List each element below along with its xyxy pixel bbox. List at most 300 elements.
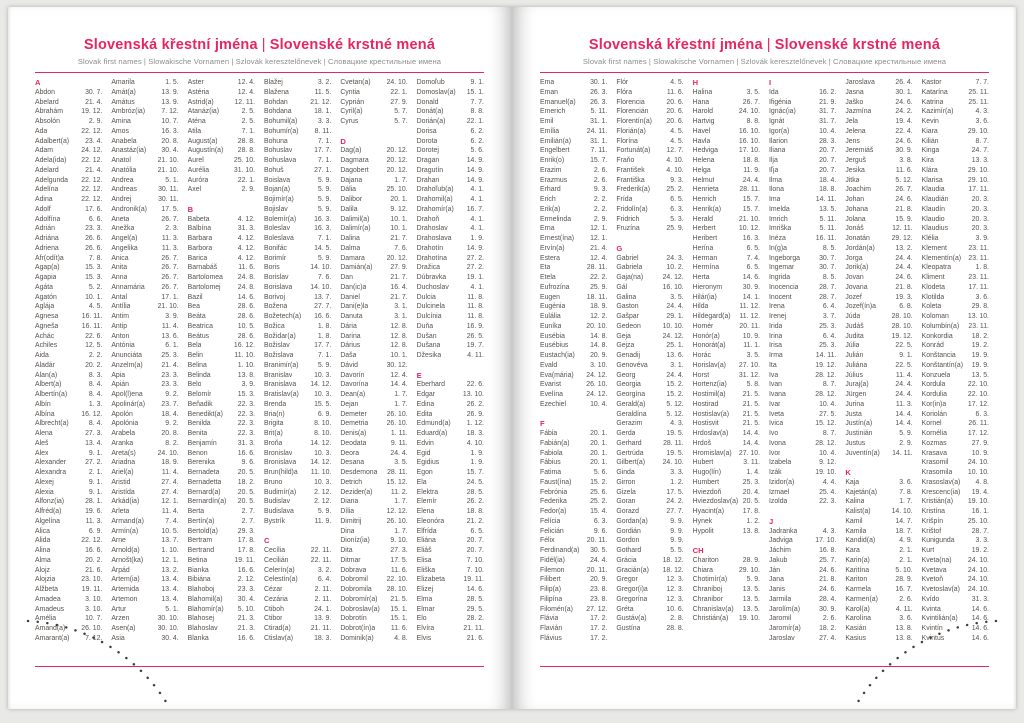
given-name: Genadij — [616, 352, 641, 359]
name-entry — [35, 283, 102, 293]
name-entry — [417, 595, 484, 605]
given-name: Karol(a) — [845, 605, 870, 613]
name-entry — [616, 322, 683, 332]
given-name: Astrid(a) — [187, 98, 214, 106]
name-day-date: 30. 10. — [157, 625, 179, 632]
name-day-date: 24. 6. — [819, 566, 837, 574]
given-name: Dorián(a) — [416, 118, 446, 125]
name-entry — [616, 614, 683, 624]
name-day-date: 20. 7. — [466, 547, 484, 554]
name-day-date: 9. 3. — [670, 176, 684, 184]
given-name: Drahomír(a) — [416, 205, 454, 213]
name-entry — [616, 312, 683, 322]
given-name: Helga — [692, 166, 711, 174]
name-entry — [417, 419, 484, 429]
given-name: Irenej — [768, 313, 787, 320]
given-name: Dušan — [416, 332, 437, 340]
name-day-date: 21. 7. — [390, 235, 408, 242]
given-name: Alexander — [35, 459, 67, 467]
given-name: Chotimír(a) — [692, 576, 728, 584]
name-day-date: 14. 9. — [466, 176, 484, 184]
given-name: Flavián — [540, 625, 563, 632]
name-day-date: 1. 7. — [394, 400, 408, 408]
name-entry — [845, 361, 912, 371]
name-entry — [845, 244, 912, 254]
given-name: Chariton — [692, 556, 719, 564]
name-day-date: 2. 5. — [241, 108, 255, 116]
name-day-date: 5. 12. — [666, 400, 684, 408]
given-name: Erazim — [540, 166, 562, 174]
name-entry — [417, 410, 484, 420]
name-entry — [417, 156, 484, 166]
given-name: Flóra — [616, 88, 633, 96]
name-day-date: 18. 9. — [161, 459, 179, 467]
name-entry — [769, 605, 836, 615]
name-entry — [693, 341, 760, 351]
given-name: Branimír(a) — [263, 361, 299, 369]
given-name: Beňadik — [187, 400, 213, 408]
name-entry — [769, 575, 836, 585]
name-entry — [340, 234, 407, 244]
name-day-date: 28. 11. — [663, 439, 684, 447]
given-name: Kara — [845, 547, 860, 554]
name-day-date: 19. 11. — [81, 586, 103, 593]
name-entry — [922, 371, 989, 381]
name-entry — [340, 458, 407, 468]
name-day-date: 20. 3. — [971, 225, 989, 233]
given-name: Elemír — [416, 498, 437, 506]
given-name: Ivica — [768, 420, 784, 428]
name-entry — [340, 332, 407, 342]
name-entry — [769, 98, 836, 108]
name-entry — [264, 390, 331, 400]
name-day-date: 21. 5. — [742, 400, 760, 408]
name-entry — [616, 429, 683, 439]
given-name: Absolón — [35, 118, 60, 125]
given-name: Dávid — [340, 361, 358, 369]
name-entry — [188, 527, 255, 537]
given-name: Eufrozína — [540, 283, 570, 291]
name-entry — [340, 605, 407, 615]
name-day-date: 11. 4. — [161, 322, 179, 330]
name-day-date: 1. 2. — [746, 517, 760, 525]
given-name: Desana — [340, 459, 365, 467]
name-entry — [417, 575, 484, 585]
given-name: Hostislav(a) — [692, 410, 730, 418]
name-day-date: 8. 5. — [822, 244, 837, 252]
given-name: Gaja(na) — [616, 274, 644, 281]
name-day-date: 1. 4. — [746, 469, 760, 476]
name-day-date: 5. 9. — [317, 361, 332, 369]
given-name: Krescenc(ia) — [921, 488, 961, 496]
given-name: Anita — [111, 264, 128, 272]
name-day-date: 2. 3. — [165, 225, 179, 233]
name-day-date: 2. 6. — [899, 595, 913, 603]
name-day-date: 11. 6. — [390, 566, 408, 574]
name-entry — [111, 273, 178, 283]
name-entry — [340, 517, 407, 527]
name-day-date: 10. 4. — [819, 127, 837, 135]
name-entry — [417, 88, 484, 98]
name-entry — [769, 497, 836, 507]
given-name: Dorisa — [416, 127, 437, 135]
name-day-date: 31. 3. — [237, 225, 255, 233]
given-name: Cyrus — [340, 118, 359, 125]
name-entry — [188, 634, 255, 644]
name-day-date: 12. 11. — [234, 98, 255, 106]
given-name: Belina — [187, 361, 207, 369]
name-day-date: 11. 6. — [238, 264, 255, 272]
given-name: Arzen — [111, 615, 130, 623]
given-name: Adina — [35, 196, 53, 203]
name-entry — [35, 488, 102, 498]
name-entry — [693, 507, 760, 517]
name-day-date: 17. 12. — [967, 400, 989, 408]
given-name: Kvintus — [921, 634, 945, 642]
given-name: Karin(a) — [845, 556, 870, 564]
given-name: Herína — [692, 244, 714, 252]
name-day-date: 21. 10. — [157, 166, 179, 174]
given-name: Filemon — [540, 566, 565, 574]
given-name: Beátus — [187, 332, 210, 340]
name-day-date: 17. 5. — [161, 205, 179, 213]
name-day-date: 27. 7. — [666, 508, 684, 515]
given-name: Jazmína — [845, 108, 872, 116]
name-entry — [417, 176, 484, 186]
name-day-date: 12. 12. — [386, 508, 408, 515]
name-day-date: 15. 7. — [466, 469, 484, 476]
name-day-date: 7. 12. — [85, 634, 103, 642]
name-column — [188, 78, 255, 644]
name-entry — [616, 166, 683, 176]
given-name: Kariton — [845, 576, 868, 584]
name-day-date: 14. 7. — [895, 517, 913, 525]
name-entry — [693, 107, 760, 117]
name-entry — [340, 527, 407, 537]
given-name: Gregor(i)a — [616, 586, 648, 593]
given-name: Dražica — [416, 264, 440, 272]
name-entry — [693, 117, 760, 127]
name-entry — [693, 361, 760, 371]
name-entry — [417, 380, 484, 390]
name-day-date: 5. 6. — [593, 469, 608, 476]
given-name: Emil — [540, 118, 554, 125]
name-day-date: 2. 2. — [593, 196, 608, 203]
name-day-date: 15. 12. — [815, 420, 837, 428]
name-entry — [188, 117, 255, 127]
given-name: Henrik(a) — [692, 205, 721, 213]
name-day-date: 11. 3. — [895, 400, 913, 408]
name-entry — [769, 546, 836, 556]
name-day-date: 2. 11. — [314, 586, 332, 593]
name-entry — [769, 585, 836, 595]
name-day-date: 10. 9. — [971, 449, 989, 457]
name-day-date: 21. 7. — [390, 274, 408, 281]
given-name: Bohdana — [263, 108, 292, 116]
name-day-date: 27. 9. — [390, 264, 408, 272]
given-name: Gordon — [616, 537, 640, 545]
name-entry — [540, 546, 607, 556]
name-entry — [616, 215, 683, 225]
name-entry — [616, 595, 683, 605]
given-name: Jozef(ín)a — [845, 303, 876, 311]
given-name: Federika — [540, 498, 567, 506]
name-entry — [188, 429, 255, 439]
given-name: Babeta — [187, 215, 210, 223]
name-entry — [922, 146, 989, 156]
name-entry — [769, 302, 836, 312]
name-day-date: 24. 4. — [895, 381, 913, 389]
name-entry — [922, 312, 989, 322]
name-entry — [845, 263, 912, 273]
name-day-date: 28. 7. — [819, 293, 837, 301]
name-day-date: 5. 5. — [670, 547, 684, 554]
name-day-date: 9. 1. — [88, 488, 103, 496]
name-day-date: 13. 5. — [742, 586, 760, 593]
given-name: Jeremiáš — [845, 147, 874, 155]
given-name: Jarmila — [768, 595, 792, 603]
name-day-date: 28. 5. — [466, 595, 484, 603]
name-day-date: 15. 9. — [895, 215, 913, 223]
name-entry — [340, 566, 407, 576]
given-name: Ernest(ína) — [540, 235, 575, 242]
given-name: Elma — [416, 595, 433, 603]
given-name: Bertín(a) — [187, 517, 215, 525]
name-day-date: 11. 4. — [161, 508, 179, 515]
name-day-date: 18. 9. — [590, 303, 608, 311]
name-day-date: 10. 4. — [590, 400, 608, 408]
name-entry — [35, 400, 102, 410]
name-entry — [417, 117, 484, 127]
given-name: Hostirad — [692, 400, 719, 408]
name-day-date: 5. 9. — [899, 430, 913, 437]
name-day-date: 12. 7. — [666, 147, 684, 155]
name-day-date: 29. 1. — [666, 313, 684, 320]
name-entry — [769, 351, 836, 361]
name-day-date: 2. 7. — [241, 508, 255, 515]
given-name: Budimír(a) — [263, 488, 297, 496]
name-day-date: 7. 1. — [317, 137, 332, 145]
name-day-date: 25. 10. — [967, 517, 989, 525]
given-name: Faust(ína) — [540, 478, 572, 486]
given-name: Armín(a) — [111, 527, 139, 535]
name-day-date: 7. 4. — [165, 517, 179, 525]
given-name: Juraj(a) — [845, 381, 869, 389]
name-day-date: 24. 5. — [466, 478, 484, 486]
name-entry — [264, 322, 331, 332]
given-name: Dobrotín — [340, 615, 367, 623]
given-name: Beáta — [187, 313, 206, 320]
name-entry — [264, 107, 331, 117]
name-day-date: 20. 12. — [386, 254, 408, 262]
given-name: Božica — [263, 322, 285, 330]
given-name: Georgia — [616, 381, 641, 389]
given-name: Engelbert — [540, 147, 570, 155]
name-day-date: 11. 10. — [310, 469, 332, 476]
name-day-date: 20. 12. — [386, 166, 408, 174]
given-name: Danuta — [340, 313, 363, 320]
name-entry — [111, 263, 178, 273]
name-day-date: 3. 3. — [975, 537, 989, 545]
name-day-date: 20. 2. — [85, 361, 103, 369]
given-name: Ifigénia — [768, 98, 792, 106]
given-name: Domoslav(a) — [416, 88, 456, 96]
name-entry — [340, 488, 407, 498]
given-name: Elizej — [416, 586, 434, 593]
name-day-date: 20. 5. — [237, 488, 255, 496]
given-name: Amátus — [111, 98, 135, 106]
given-name: Klodeta — [921, 283, 946, 291]
name-entry — [111, 556, 178, 566]
name-day-date: 7. 1. — [317, 352, 332, 359]
given-name: Klement — [921, 244, 947, 252]
given-name: Florentín(a) — [616, 118, 652, 125]
name-day-date: 30. 9. — [895, 147, 913, 155]
given-name: Borivoj — [263, 293, 286, 301]
name-day-date: 13. 8. — [742, 527, 760, 535]
name-entry — [264, 117, 331, 127]
given-name: Hermína — [692, 264, 720, 272]
given-name: Algelína — [35, 517, 60, 525]
name-day-date: 25. 3. — [161, 352, 179, 359]
name-entry — [340, 595, 407, 605]
name-entry — [540, 98, 607, 108]
name-entry — [264, 507, 331, 517]
given-name: Gréta — [616, 605, 634, 613]
name-day-date: 4. 10. — [666, 166, 684, 174]
given-name: Konzuela — [921, 371, 951, 379]
name-entry — [922, 536, 989, 546]
name-day-date: 3. 8. — [899, 157, 913, 164]
name-entry — [111, 146, 178, 156]
name-entry — [922, 215, 989, 225]
given-name: Barbara — [187, 235, 213, 242]
name-day-date: 24. 1. — [314, 605, 332, 613]
given-name: Herbert — [692, 225, 716, 233]
given-name: Bela — [187, 342, 202, 350]
name-day-date: 27. 9. — [971, 439, 989, 447]
given-name: Artemon — [111, 595, 138, 603]
name-day-date: 4. 12. — [237, 254, 255, 262]
name-day-date: 19. 6. — [85, 508, 103, 515]
name-entry — [340, 195, 407, 205]
given-name: Aleš — [35, 439, 49, 447]
given-name: Blahomil(a) — [187, 595, 223, 603]
given-name: Drahoslava — [416, 235, 452, 242]
given-name: Kristína — [921, 508, 946, 515]
given-name: Fraňo — [616, 157, 635, 164]
name-entry — [188, 536, 255, 546]
given-name: Adriena — [35, 244, 59, 252]
given-name: Alan(a) — [35, 371, 58, 379]
name-day-date: 8. 7. — [975, 137, 989, 145]
name-entry — [264, 283, 331, 293]
given-name: Kaja — [845, 478, 860, 486]
given-name: Annamária — [111, 283, 145, 291]
name-day-date: 19. 12. — [891, 332, 913, 340]
given-name: Joachim — [845, 186, 871, 194]
name-entry — [340, 312, 407, 322]
name-entry — [922, 439, 989, 449]
given-name: Ingemar — [768, 264, 795, 272]
given-name: Klaudia — [921, 186, 945, 194]
name-day-date: 5. 9. — [317, 508, 332, 515]
name-day-date: 6. 3. — [593, 517, 608, 525]
given-name: Kvetoslav(a) — [921, 586, 960, 593]
name-entry — [264, 332, 331, 342]
name-entry — [35, 224, 102, 234]
name-entry — [340, 98, 407, 108]
name-day-date: 20. 6. — [666, 118, 684, 125]
name-entry — [264, 624, 331, 634]
name-entry — [188, 507, 255, 517]
name-day-date: 8. 4. — [88, 391, 103, 398]
given-name: Jovana — [845, 283, 868, 291]
name-entry — [922, 302, 989, 312]
name-day-date: 17. 11. — [968, 186, 989, 194]
name-day-date: 4. 3. — [822, 527, 837, 535]
given-name: Denis(a) — [340, 430, 367, 437]
given-name: Andreas — [111, 186, 137, 194]
given-name: Bolemír(a) — [263, 215, 297, 223]
name-entry — [35, 371, 102, 381]
given-name: Judita — [845, 332, 864, 340]
name-day-date: 28. 10. — [891, 322, 913, 330]
name-day-date: 22. 12. — [81, 186, 103, 194]
name-entry — [188, 263, 255, 273]
name-entry — [922, 166, 989, 176]
name-day-date: 30. 1. — [895, 88, 913, 96]
given-name: Dimitrij — [340, 517, 362, 525]
given-name: Agatón — [35, 293, 57, 301]
name-day-date: 22. 2. — [590, 274, 608, 281]
name-entry — [845, 390, 912, 400]
name-day-date: 15. 7. — [742, 196, 760, 203]
name-day-date: 9. 1. — [88, 449, 103, 457]
name-entry — [616, 332, 683, 342]
given-name: Karitína — [845, 566, 870, 574]
given-name: Kalina — [845, 498, 865, 506]
name-entry — [340, 400, 407, 410]
given-name: Irisa — [768, 342, 783, 350]
name-entry — [693, 429, 760, 439]
given-name: Ivar — [768, 400, 781, 408]
given-name: Benilda — [187, 420, 211, 428]
given-name: Chraniboj — [692, 586, 723, 593]
name-day-date: 26. 7. — [161, 254, 179, 262]
name-entry — [340, 546, 407, 556]
name-day-date: 4. 3. — [975, 108, 989, 116]
name-day-date: 16. 2. — [819, 88, 837, 96]
name-day-date: 24. 4. — [666, 303, 684, 311]
name-entry — [540, 429, 607, 439]
name-day-date: 16. 3. — [314, 225, 332, 233]
name-entry — [922, 127, 989, 137]
name-entry — [188, 371, 255, 381]
name-entry — [616, 371, 683, 381]
given-name: Ilona — [768, 186, 784, 194]
name-entry — [111, 88, 178, 98]
given-name: Jolana — [845, 215, 866, 223]
given-name: Dobromír(a) — [340, 595, 378, 603]
name-day-date: 15. 7. — [590, 157, 608, 164]
page-subtitle: Slovak first names | Slowakische Vornamen | Szlovák keresztelőnevek | Словацкие крестильные имена — [77, 57, 442, 66]
name-list-columns — [35, 78, 484, 644]
name-day-date: 5. 7. — [394, 108, 408, 116]
given-name: Bratislav(a) — [263, 391, 299, 398]
given-name: Eugénia — [540, 303, 566, 311]
given-name: Klaudián — [921, 196, 949, 203]
